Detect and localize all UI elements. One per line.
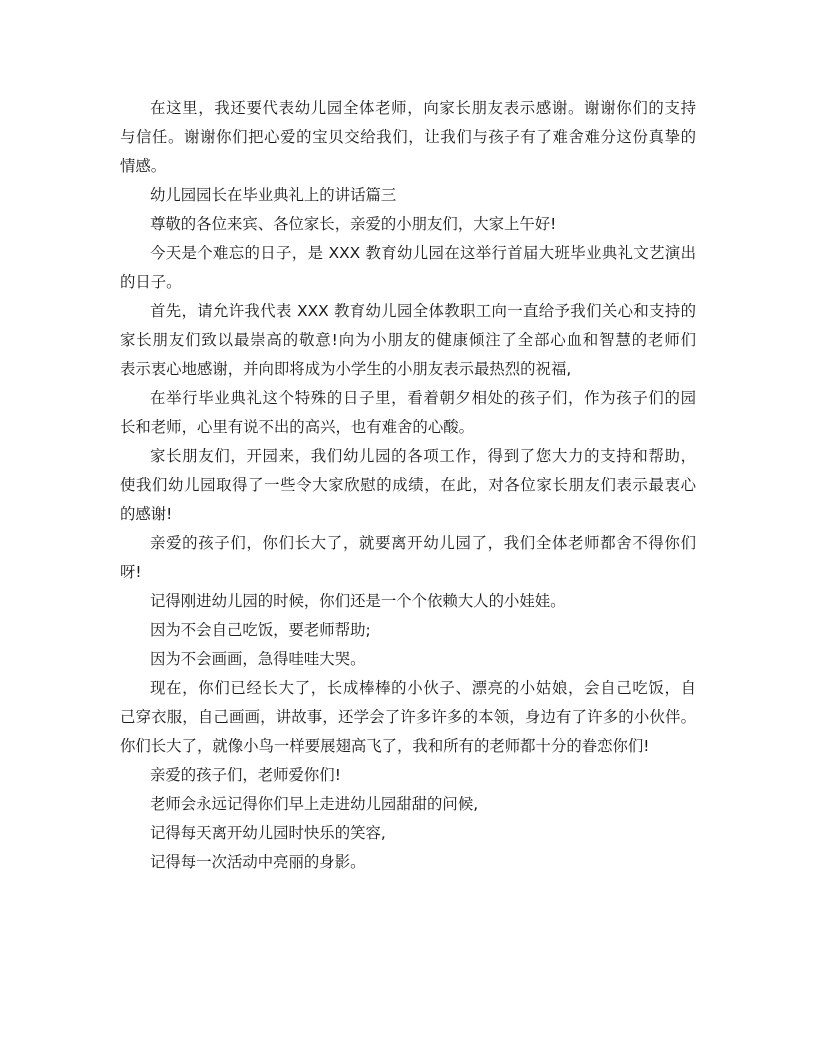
paragraph-line: 老师会永远记得你们早上走进幼儿园甜甜的问候, [150,795,479,813]
paragraph-line: 在这里，我还要代表幼儿园全体老师，向家长朋友表示感谢。谢谢你们的支持 [150,99,696,117]
paragraph-line: 记得每一次活动中亮丽的身影。 [150,853,366,871]
paragraph-line: 的日子。 [120,273,182,291]
paragraph-line: 你们长大了，就像小鸟一样要展翅高飞了，我和所有的老师都十分的眷恋你们! [120,737,650,755]
paragraph-line: 情感。 [120,157,167,175]
section-heading: 幼儿园园长在毕业典礼上的讲话篇三 [150,186,397,204]
paragraph-line: 今天是个难忘的日子，是 XXX 教育幼儿园在这举行首届大班毕业典礼文艺演出 [150,244,696,262]
paragraph-line: 亲爱的孩子们，老师爱你们! [150,766,341,784]
paragraph-line: 因为不会画画，急得哇哇大哭。 [150,650,366,668]
paragraph-line: 的感谢! [120,505,173,523]
paragraph-line: 长和老师，心里有说不出的高兴，也有难舍的心酸。 [120,418,474,436]
paragraph-line: 在举行毕业典礼这个特殊的日子里，看着朝夕相处的孩子们，作为孩子们的园 [150,389,696,407]
paragraph-line: 己穿衣服，自己画画，讲故事，还学会了许多许多的本领，身边有了许多的小伙伴。 [120,708,696,726]
paragraph-line: 亲爱的孩子们，你们长大了，就要离开幼儿园了，我们全体老师都舍不得你们 [150,534,696,552]
paragraph-line: 现在，你们已经长大了，长成棒棒的小伙子、漂亮的小姑娘，会自己吃饭，自 [150,679,696,697]
paragraph-line: 首先，请允许我代表 XXX 教育幼儿园全体教职工向一直给予我们关心和支持的 [150,302,696,320]
paragraph-line: 家长朋友们，开园来，我们幼儿园的各项工作，得到了您大力的支持和帮助， [150,447,696,465]
paragraph-line: 记得刚进幼儿园的时候，你们还是一个个依赖大人的小娃娃。 [150,592,566,610]
paragraph-line: 与信任。谢谢你们把心爱的宝贝交给我们，让我们与孩子有了难舍难分这份真挚的 [120,128,696,146]
paragraph-line: 尊敬的各位来宾、各位家长，亲爱的小朋友们，大家上午好! [150,215,557,233]
paragraph-line: 因为不会自己吃饭，要老师帮助; [150,621,371,639]
paragraph-line: 记得每天离开幼儿园时快乐的笑容, [150,824,386,842]
paragraph-line: 家长朋友们致以最崇高的敬意!向为小朋友的健康倾注了全部心血和智慧的老师们 [120,331,696,349]
paragraph-line: 使我们幼儿园取得了一些令大家欣慰的成绩，在此，对各位家长朋友们表示最衷心 [120,476,696,494]
paragraph-line: 表示衷心地感谢，并向即将成为小学生的小朋友表示最热烈的祝福, [120,360,572,378]
document-page [120,94,696,877]
paragraph-line: 呀! [120,563,142,581]
